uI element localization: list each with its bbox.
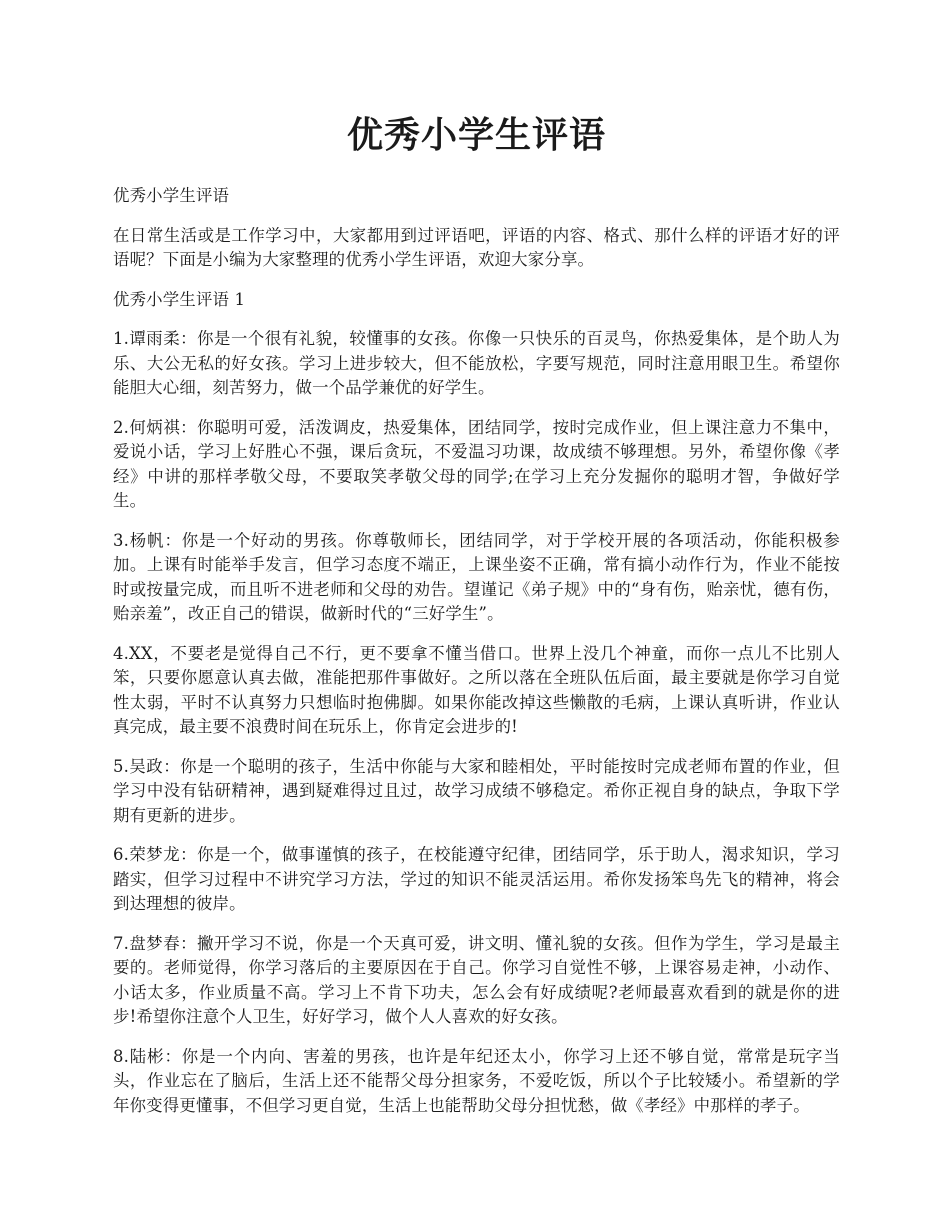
section-heading: 优秀小学生评语 1 (113, 289, 246, 309)
comment-paragraph-7: 7.盘梦春：撇开学习不说，你是一个天真可爱，讲文明、懂礼貌的女孩。但作为学生，学习是最主要的。老师觉得，你学习落后的主要原因在于自己。你学习自觉性不够，上课容易走神，小动作、小话太多，作业质量不高。学习上不肯下功夫，怎么会有好成绩呢?老师最喜欢看到的就是你的进步!希望你注意个人卫生，好好学习，做个人人喜欢的好女孩。 (113, 933, 840, 1026)
comment-paragraph-8: 8.陆彬：你是一个内向、害羞的男孩，也许是年纪还太小，你学习上还不够自觉，常常是玩字当头，作业忘在了脑后，生活上还不能帮父母分担家务，不爱吃饭，所以个子比较矮小。希望新的学年你变得更懂事，不但学习更自觉，生活上也能帮助父母分担忧愁，做《孝经》中那样的孝子。 (113, 1046, 840, 1115)
comment-paragraph-6: 6.荣梦龙：你是一个，做事谨慎的孩子，在校能遵守纪律，团结同学，乐于助人，渴求知识，学习踏实，但学习过程中不讲究学习方法，学过的知识不能灵活运用。希你发扬笨鸟先飞的精神，将会到达理想的彼岸。 (113, 845, 840, 913)
intro-paragraph: 在日常生活或是工作学习中，大家都用到过评语吧，评语的内容、格式、那什么样的评语才好的评语呢？下面是小编为大家整理的优秀小学生评语，欢迎大家分享。 (113, 225, 840, 269)
comment-paragraph-3: 3.杨帆：你是一个好动的男孩。你尊敬师长，团结同学，对于学校开展的各项活动，你能积极参加。上课有时能举手发言，但学习态度不端正，上课坐姿不正确，常有搞小动作行为，作业不能按时或按量完成，而且听不进老师和父母的劝告。望谨记《弟子规》中的“身有伤，贻亲忧，德有伤，贻亲羞”，改正自己的错误，做新时代的“三好学生”。 (113, 530, 840, 623)
comment-paragraph-1: 1.谭雨柔：你是一个很有礼貌，较懂事的女孩。你像一只快乐的百灵鸟，你热爱集体，是个助人为乐、大公无私的好女孩。学习上进步较大，但不能放松，字要写规范，同时注意用眼卫生。希望你能胆大心细，刻苦努力，做一个品学兼优的好学生。 (113, 329, 840, 397)
subtitle-paragraph: 优秀小学生评语 (113, 186, 230, 205)
document-page (113, 110, 840, 1133)
comment-paragraph-5: 5.吴政：你是一个聪明的孩子，生活中你能与大家和睦相处，平时能按时完成老师布置的作业，但学习中没有钻研精神，遇到疑难得过且过，故学习成绩不够稳定。希你正视自身的缺点，争取下学期有更新的进步。 (113, 756, 840, 825)
comment-paragraph-4: 4.XX，不要老是觉得自己不行，更不要拿不懂当借口。世界上没几个神童，而你一点儿不比别人笨，只要你愿意认真去做，准能把那件事做好。之所以落在全班队伍后面，最主要就是你学习自觉性太弱，平时不认真努力只想临时抱佛脚。如果你能改掉这些懒散的毛病，上课认真听讲，作业认真完成，最主要不浪费时间在玩乐上，你肯定会进步的! (113, 643, 840, 736)
comment-paragraph-2: 2.何炳祺：你聪明可爱，活泼调皮，热爱集体，团结同学，按时完成作业，但上课注意力不集中，爱说小话，学习上好胜心不强，课后贪玩，不爱温习功课，故成绩不够理想。另外，希望你像《孝经》中讲的那样孝敬父母，不要取笑孝敬父母的同学;在学习上充分发掘你的聪明才智，争做好学生。 (113, 417, 840, 510)
document-title: 优秀小学生评语 (346, 114, 606, 156)
